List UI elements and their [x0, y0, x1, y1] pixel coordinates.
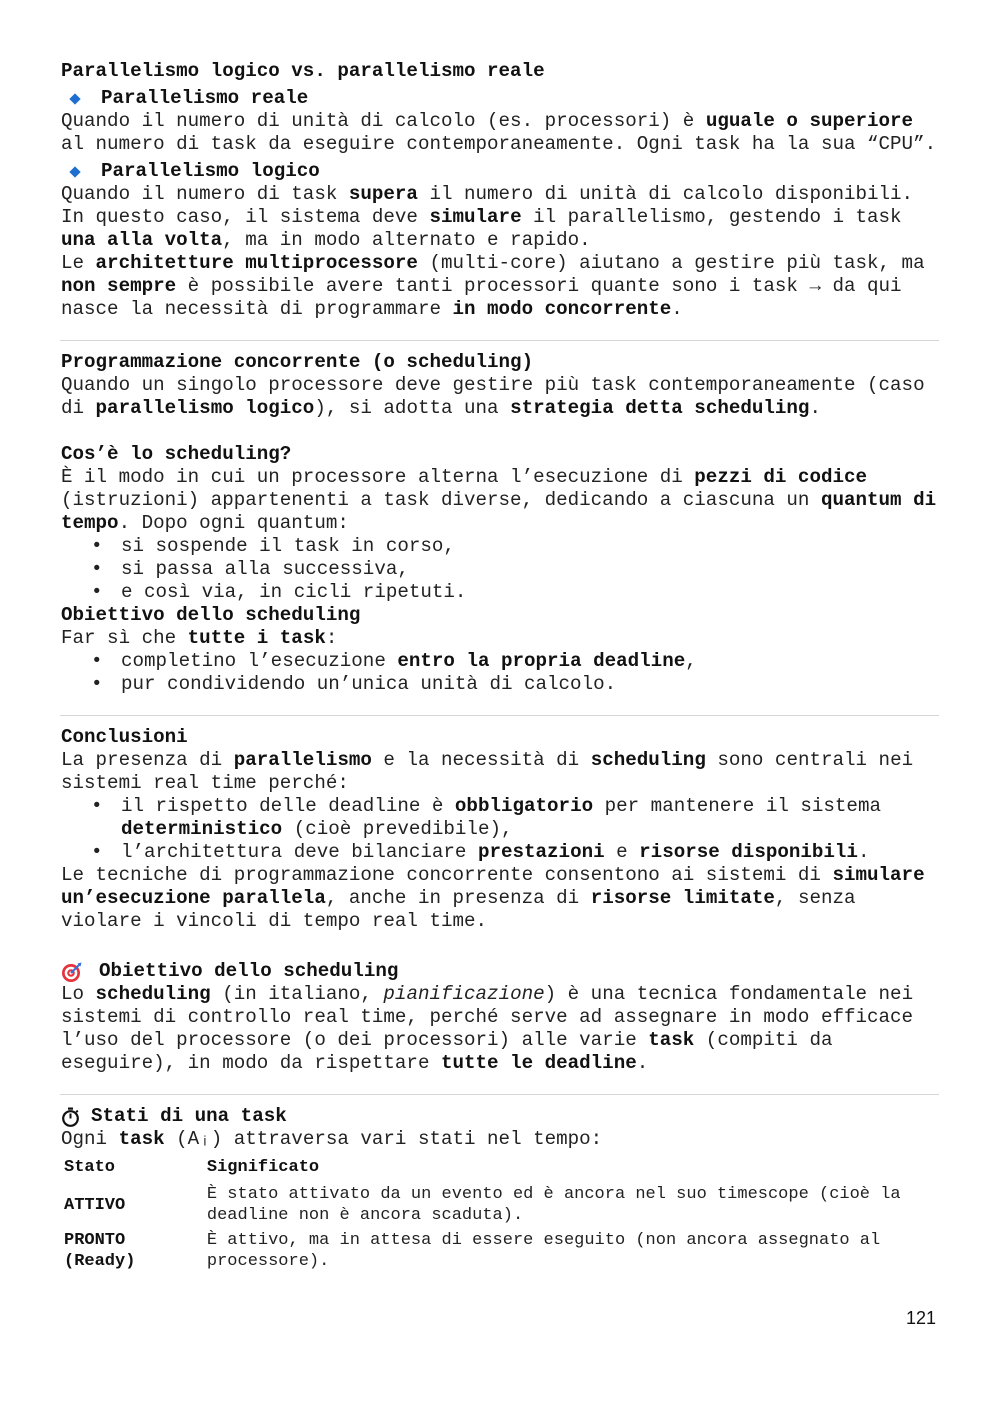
diamond-bullet-icon — [69, 166, 80, 177]
heading-stati-task: Stati di una task — [61, 1105, 939, 1128]
divider — [60, 1094, 939, 1095]
section-title-parallelismo: Parallelismo logico vs. parallelismo reale — [61, 60, 545, 82]
heading-obiettivo: Obiettivo dello scheduling — [61, 604, 361, 626]
heading-cos-e-scheduling: Cos’è lo scheduling? — [61, 443, 292, 465]
list-item: • il rispetto delle deadline è obbligatorio per mantenere il sistema deterministico (cioè prevedibile), — [121, 795, 939, 841]
list-item: • pur condividendo un’unica unità di calcolo. — [121, 673, 939, 696]
section-title-programmazione: Programmazione concorrente (o scheduling) — [61, 351, 534, 373]
page-number: 121 — [906, 1308, 937, 1328]
state-cell: ATTIVO — [64, 1195, 126, 1215]
list-item: • si passa alla successiva, — [121, 558, 939, 581]
paragraph-cos-e: È il modo in cui un processore alterna l’esecuzione di pezzi di codice (istruzioni) appartenenti a task diverse, dedicando a ciascuna un quantum di tempo. Dopo ogni quantum: — [61, 466, 937, 534]
paragraph-obiettivo: Far sì che tutte i task: — [61, 627, 338, 649]
diamond-bullet-icon — [69, 93, 80, 104]
list-item: • si sospende il task in corso, — [121, 535, 939, 558]
paragraph-tecniche: Le tecniche di programmazione concorrente consentono ai sistemi di simulare un’esecuzione parallela, anche in presenza di risorse limitate, senza violare i vincoli di tempo real time. — [61, 864, 925, 932]
list-item: • l’architettura deve bilanciare prestazioni e risorse disponibili. — [121, 841, 939, 864]
paragraph-architetture: Le architetture multiprocessore (multi-core) aiutano a gestire più task, ma non sempre è possibile avere tanti processori quante sono i task → da qui nasce la necessità di programmare in modo concorrente. — [61, 252, 925, 320]
list-item: • e così via, in cicli ripetuti. — [121, 581, 939, 604]
paragraph-programmazione: Quando un singolo processore deve gestire più task contemporaneamente (caso di parallelismo logico), si adotta una strategia detta scheduling. — [61, 374, 925, 419]
paragraph-stati: Ogni task (Aᵢ) attraversa vari stati nel tempo: — [61, 1128, 603, 1150]
stopwatch-icon — [61, 1107, 80, 1127]
subheading-reale: Parallelismo reale — [61, 87, 939, 110]
divider — [60, 715, 939, 716]
goal-list — [61, 650, 939, 696]
table-row — [61, 1182, 939, 1228]
column-header: Significato — [206, 1158, 320, 1177]
paragraph-conclusioni: La presenza di parallelismo e la necessità di scheduling sono centrali nei sistemi real time perché: — [61, 749, 914, 794]
document-page — [61, 60, 939, 1274]
table-row — [61, 1228, 939, 1274]
paragraph-logico: Quando il numero di task supera il numero di unità di calcolo disponibili. In questo caso, il sistema deve simulare il parallelismo, gestendo i task una alla volta, ma in modo alternato e rapido. — [61, 183, 914, 251]
column-header: Stato — [64, 1158, 116, 1177]
list-item: • completino l’esecuzione entro la propria deadline, — [121, 650, 939, 673]
paragraph-scheduling: Lo scheduling (in italiano, pianificazione) è una tecnica fondamentale nei sistemi di controllo real time, perché serve ad assegnare in modo efficace l’uso del processore (o dei processori) alle varie task (compiti da eseguire), in modo da rispettare tutte le deadline. — [61, 983, 914, 1074]
quantum-steps-list — [61, 535, 939, 604]
state-cell: PRONTO (Ready) — [64, 1231, 136, 1271]
states-table — [61, 1155, 939, 1274]
heading-obiettivo-scheduling: Obiettivo dello scheduling — [61, 960, 939, 983]
table-header-row — [61, 1155, 939, 1182]
divider — [60, 340, 939, 341]
section-title-conclusioni: Conclusioni — [61, 726, 188, 748]
paragraph-reale: Quando il numero di unità di calcolo (es. processori) è uguale o superiore al numero di task da eseguire contemporaneamente. Ogni task ha la sua “CPU”. — [61, 110, 937, 155]
meaning-cell: È attivo, ma in attesa di essere eseguito (non ancora assegnato al processore). — [206, 1231, 881, 1271]
meaning-cell: È stato attivato da un evento ed è ancora nel suo timescope (cioè la deadline non è ancora scaduta). — [206, 1185, 901, 1225]
target-icon — [61, 961, 83, 983]
subheading-logico: Parallelismo logico — [61, 160, 939, 183]
conclusioni-list — [61, 795, 939, 864]
